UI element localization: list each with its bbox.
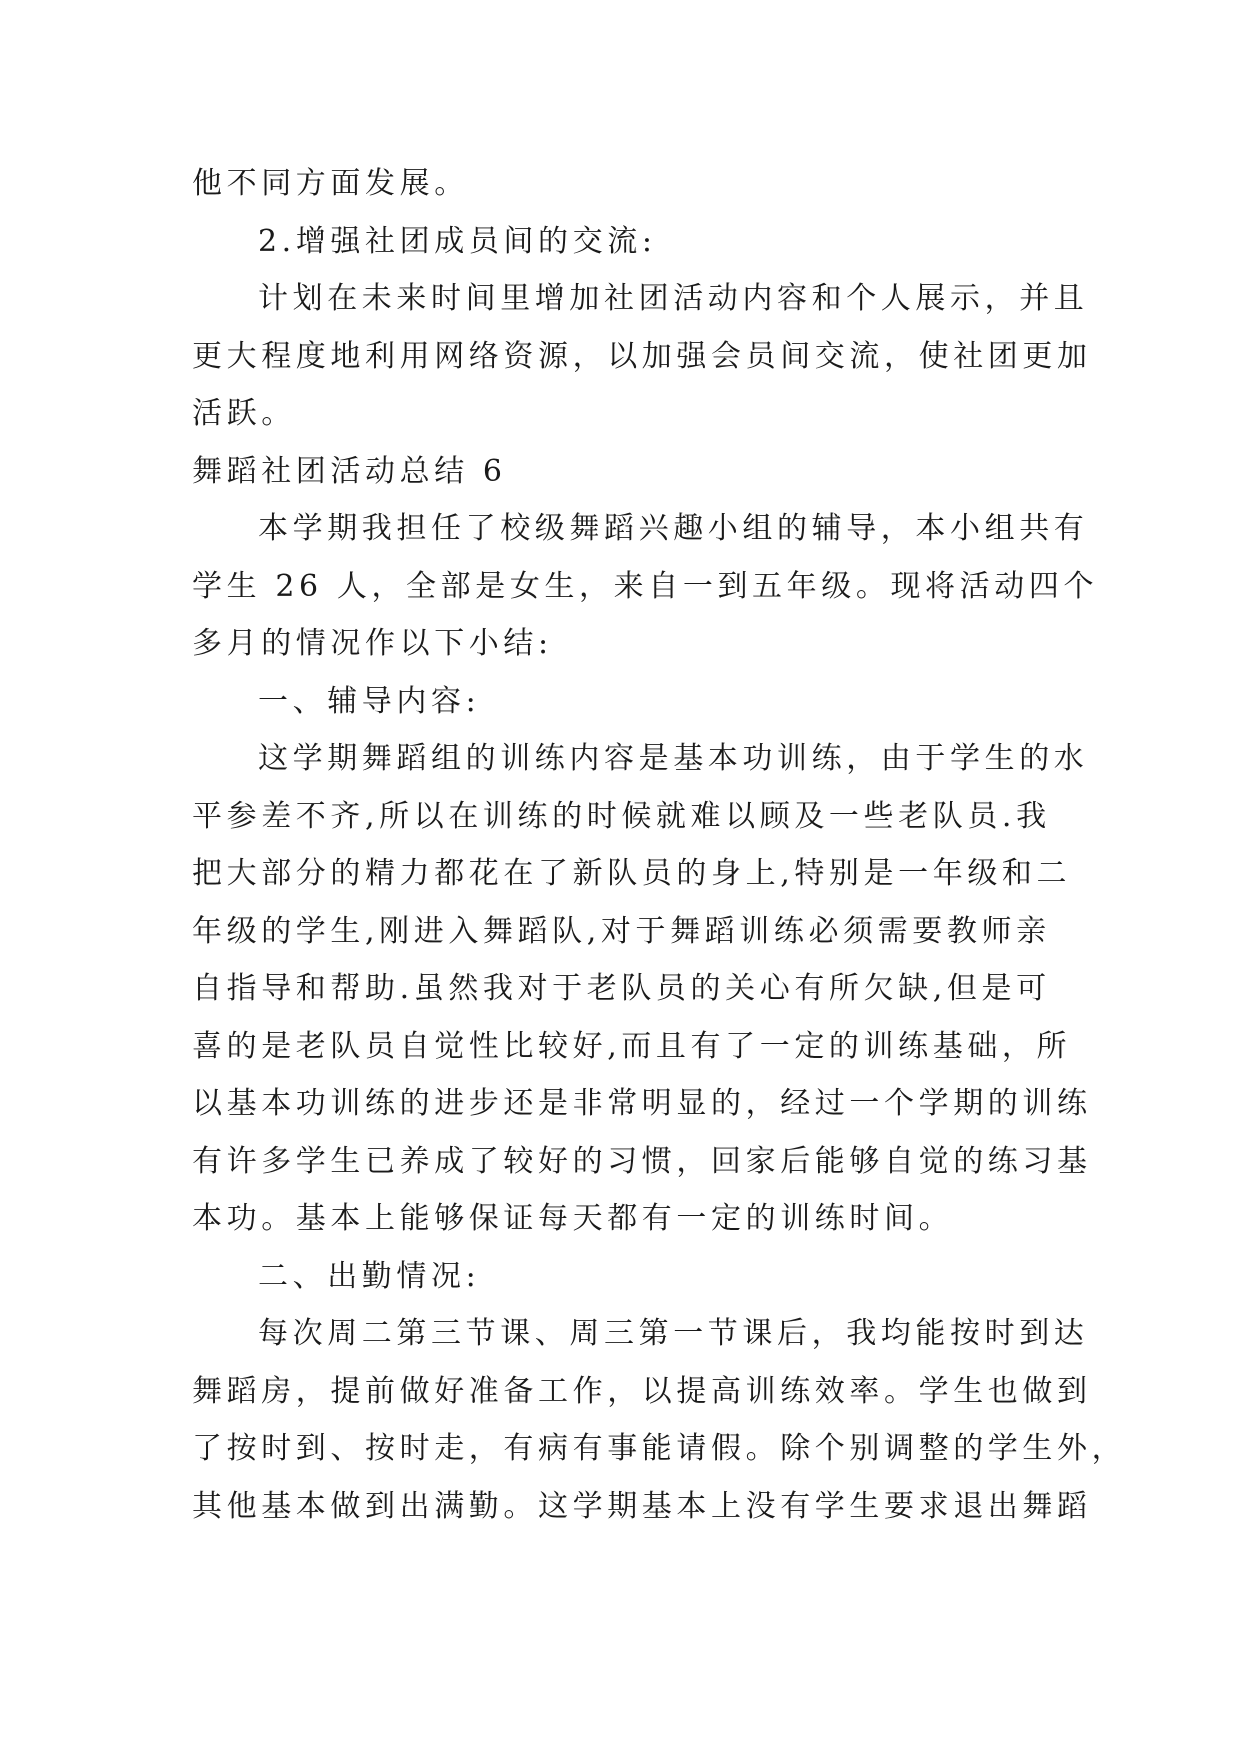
- list-heading: 2.增强社团成员间的交流:: [258, 223, 657, 259]
- body-line: 喜的是老队员自觉性比较好,而且有了一定的训练基础，所: [192, 1028, 1072, 1064]
- body-line: 平参差不齐,所以在训练的时候就难以顾及一些老队员.我: [192, 798, 1051, 834]
- body-line: 更大程度地利用网络资源，以加强会员间交流，使社团更加: [192, 338, 1092, 374]
- body-line: 他不同方面发展。: [192, 166, 469, 201]
- body-line: 这学期舞蹈组的训练内容是基本功训练，由于学生的水: [258, 741, 1089, 776]
- body-line: 舞蹈房，提前做好准备工作，以提高训练效率。学生也做到: [192, 1373, 1092, 1409]
- document-body: [192, 155, 1127, 1535]
- body-line: 活跃。: [192, 396, 296, 431]
- body-line: 有许多学生已养成了较好的习惯，回家后能够自觉的练习基: [192, 1143, 1092, 1179]
- subsection-heading: 一、辅导内容:: [258, 683, 481, 719]
- body-line: 计划在未来时间里增加社团活动内容和个人展示，并且: [258, 281, 1089, 316]
- body-line: 本功。基本上能够保证每天都有一定的训练时间。: [192, 1201, 954, 1236]
- body-line: 了按时到、按时走，有病有事能请假。除个别调整的学生外，: [192, 1431, 1127, 1466]
- body-line: 每次周二第三节课、周三第一节课后，我均能按时到达: [258, 1316, 1089, 1351]
- body-line: 以基本功训练的进步还是非常明显的，经过一个学期的训练: [192, 1086, 1092, 1121]
- body-line: 自指导和帮助.虽然我对于老队员的关心有所欠缺,但是可: [192, 971, 1051, 1006]
- body-line: 学生 26 人，全部是女生，来自一到五年级。现将活动四个: [192, 568, 1099, 604]
- body-line: 多月的情况作以下小结:: [192, 626, 553, 661]
- section-title: 舞蹈社团活动总结 6: [192, 453, 507, 489]
- body-line: 本学期我担任了校级舞蹈兴趣小组的辅导，本小组共有: [258, 511, 1089, 546]
- subsection-heading: 二、出勤情况:: [258, 1258, 481, 1294]
- body-line: 把大部分的精力都花在了新队员的身上,特别是一年级和二: [192, 856, 1072, 891]
- body-line: 年级的学生,刚进入舞蹈队,对于舞蹈训练必须需要教师亲: [192, 913, 1051, 949]
- body-line: 其他基本做到出满勤。这学期基本上没有学生要求退出舞蹈: [192, 1488, 1092, 1524]
